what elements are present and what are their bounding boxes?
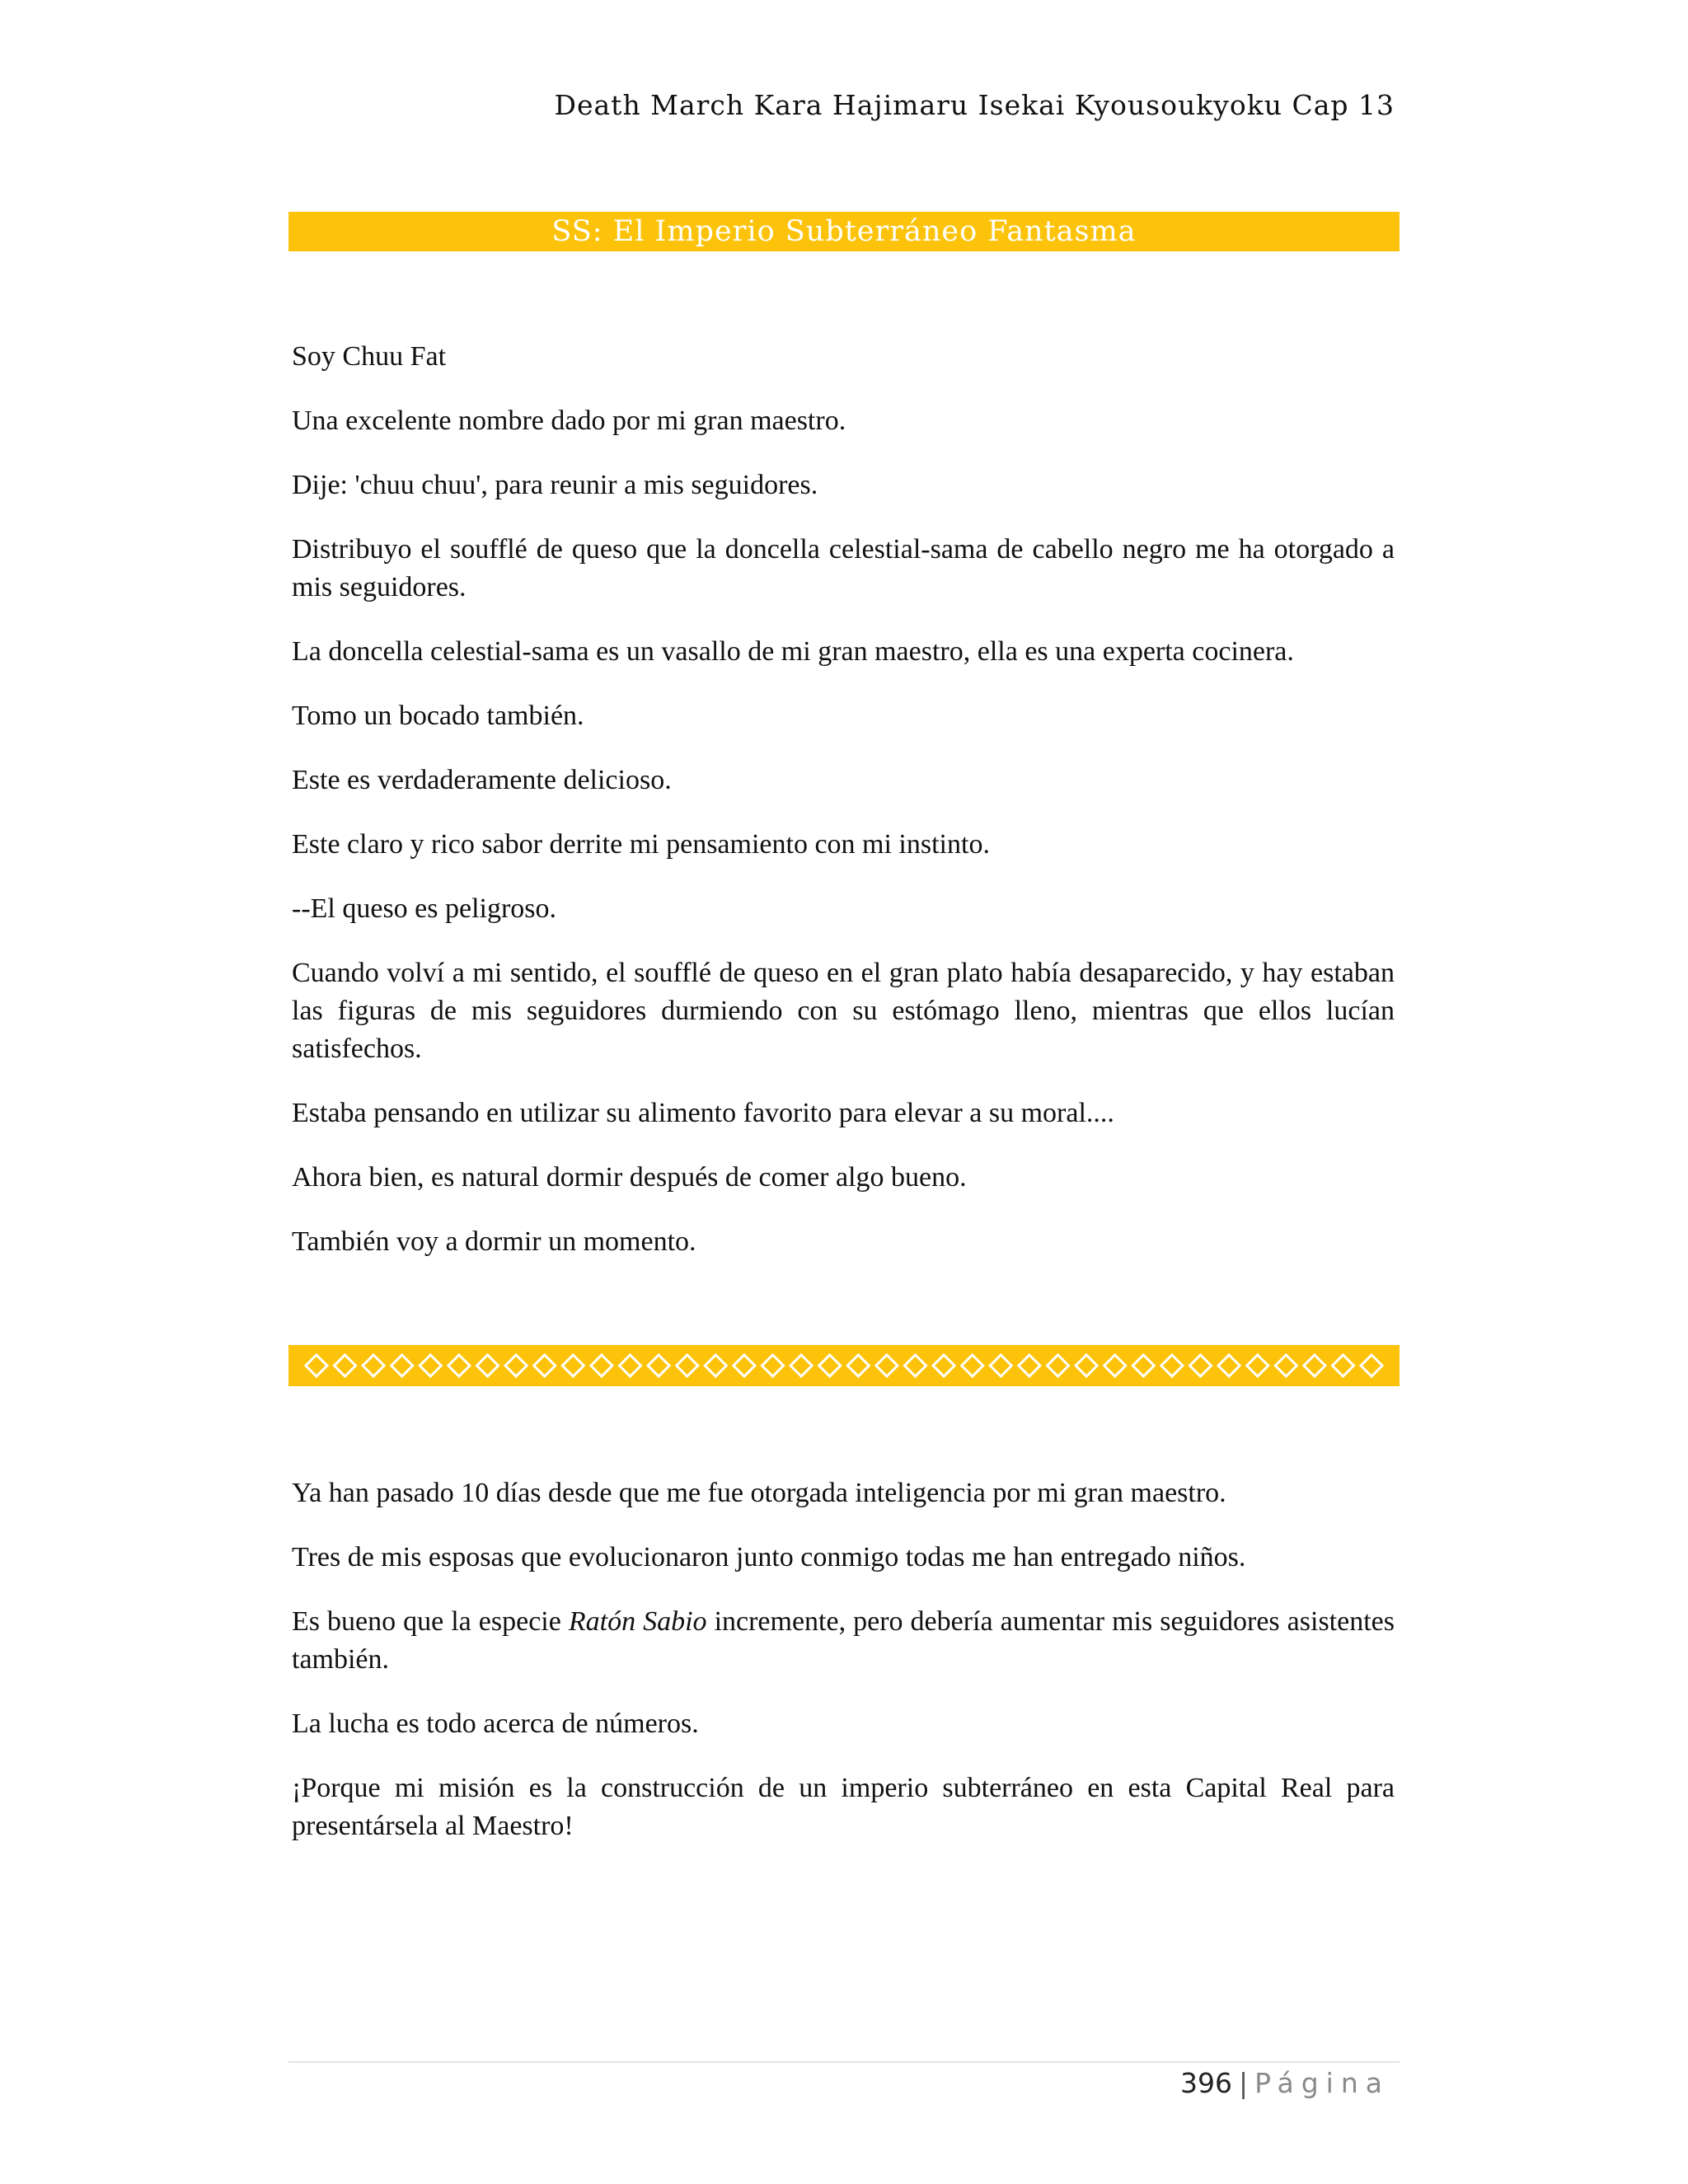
diamond-ornament xyxy=(734,1355,755,1376)
diamond-ornament xyxy=(1361,1355,1382,1376)
diamond-ornament xyxy=(1275,1355,1296,1376)
page-label: Página xyxy=(1254,2067,1390,2099)
paragraph: Una excelente nombre dado por mi gran maestro. xyxy=(292,405,846,436)
diamond-ornament xyxy=(1161,1355,1183,1376)
diamond-ornament xyxy=(1076,1355,1097,1376)
diamond-ornament xyxy=(705,1355,726,1376)
diamond-ornament xyxy=(876,1355,898,1376)
diamond-ornament xyxy=(1247,1355,1268,1376)
text-block-2 xyxy=(292,1474,1395,1872)
page-number: 396 xyxy=(1179,2067,1232,2099)
paragraph: Este claro y rico sabor derrite mi pensamiento con mi instinto. xyxy=(292,829,990,860)
diamond-ornament xyxy=(306,1355,327,1376)
text-run: incremente, pero debería aumentar mis seguidores asistentes también. xyxy=(292,1606,1395,1675)
diamond-ornament xyxy=(962,1355,983,1376)
paragraph: Tres de mis esposas que evolucionaron junto conmigo todas me han entregado niños. xyxy=(292,1542,1246,1572)
diamond-ornament xyxy=(620,1355,641,1376)
diamond-ornament xyxy=(448,1355,470,1376)
diamond-ornament xyxy=(1104,1355,1126,1376)
text-block-1 xyxy=(292,338,1395,1287)
diamond-ornament xyxy=(420,1355,441,1376)
diamond-ornament xyxy=(905,1355,926,1376)
diamond-ornament xyxy=(819,1355,841,1376)
paragraph: Dije: 'chuu chuu', para reunir a mis seguidores. xyxy=(292,470,818,500)
paragraph: También voy a dormir un momento. xyxy=(292,1226,696,1257)
paragraph: ¡Porque mi misión es la construcción de un imperio subterráneo en esta Capital Real para presentársela al Maestro! xyxy=(292,1773,1395,1841)
diamond-ornament xyxy=(1190,1355,1212,1376)
scene-break-divider xyxy=(288,1345,1400,1386)
section-title: SS: El Imperio Subterráneo Fantasma xyxy=(288,212,1400,251)
diamond-ornament xyxy=(363,1355,384,1376)
paragraph-with-italic xyxy=(292,1603,1395,1679)
diamond-ornament xyxy=(1048,1355,1069,1376)
text-run: Es bueno que la especie xyxy=(292,1606,569,1637)
diamond-ornament xyxy=(933,1355,954,1376)
diamond-ornament xyxy=(477,1355,499,1376)
footer-rule xyxy=(288,2061,1400,2063)
paragraph: Cuando volví a mi sentido, el soufflé de queso en el gran plato había desaparecido, y hay estaban las figuras de mis seguidores durmiendo con su estómago lleno, mientras que ellos lucían satisfechos. xyxy=(292,958,1395,1064)
diamond-row xyxy=(292,1349,1396,1382)
page-separator: | xyxy=(1238,2067,1249,2099)
diamond-ornament xyxy=(762,1355,784,1376)
paragraph: Ya han pasado 10 días desde que me fue otorgada inteligencia por mi gran maestro. xyxy=(292,1478,1226,1508)
diamond-ornament xyxy=(847,1355,869,1376)
paragraph: Estaba pensando en utilizar su alimento favorito para elevar a su moral.... xyxy=(292,1098,1114,1128)
paragraph: Soy Chuu Fat xyxy=(292,341,447,372)
page-footer xyxy=(290,2064,1390,2102)
paragraph: Ahora bien, es natural dormir después de comer algo bueno. xyxy=(292,1162,967,1193)
diamond-ornament xyxy=(790,1355,812,1376)
diamond-ornament xyxy=(505,1355,527,1376)
diamond-ornament xyxy=(648,1355,669,1376)
paragraph: La doncella celestial-sama es un vasallo de mi gran maestro, ella es una experta cocinera. xyxy=(292,636,1294,667)
diamond-ornament xyxy=(1333,1355,1354,1376)
paragraph: Distribuyo el soufflé de queso que la doncella celestial-sama de cabello negro me ha otorgado a mis seguidores. xyxy=(292,534,1395,602)
diamond-ornament xyxy=(392,1355,413,1376)
diamond-ornament xyxy=(677,1355,698,1376)
paragraph: --El queso es peligroso. xyxy=(292,893,557,924)
paragraph: La lucha es todo acerca de números. xyxy=(292,1708,699,1739)
diamond-ornament xyxy=(1218,1355,1240,1376)
running-header: Death March Kara Hajimaru Isekai Kyousoukyoku Cap 13 xyxy=(554,89,1395,121)
species-name: Ratón Sabio xyxy=(568,1606,707,1637)
diamond-ornament xyxy=(591,1355,612,1376)
diamond-ornament xyxy=(990,1355,1011,1376)
diamond-ornament xyxy=(534,1355,556,1376)
diamond-ornament xyxy=(1132,1355,1154,1376)
paragraph: Este es verdaderamente delicioso. xyxy=(292,765,672,795)
paragraph: Tomo un bocado también. xyxy=(292,701,584,731)
diamond-ornament xyxy=(562,1355,584,1376)
diamond-ornament xyxy=(1304,1355,1325,1376)
diamond-ornament xyxy=(335,1355,356,1376)
diamond-ornament xyxy=(1019,1355,1040,1376)
